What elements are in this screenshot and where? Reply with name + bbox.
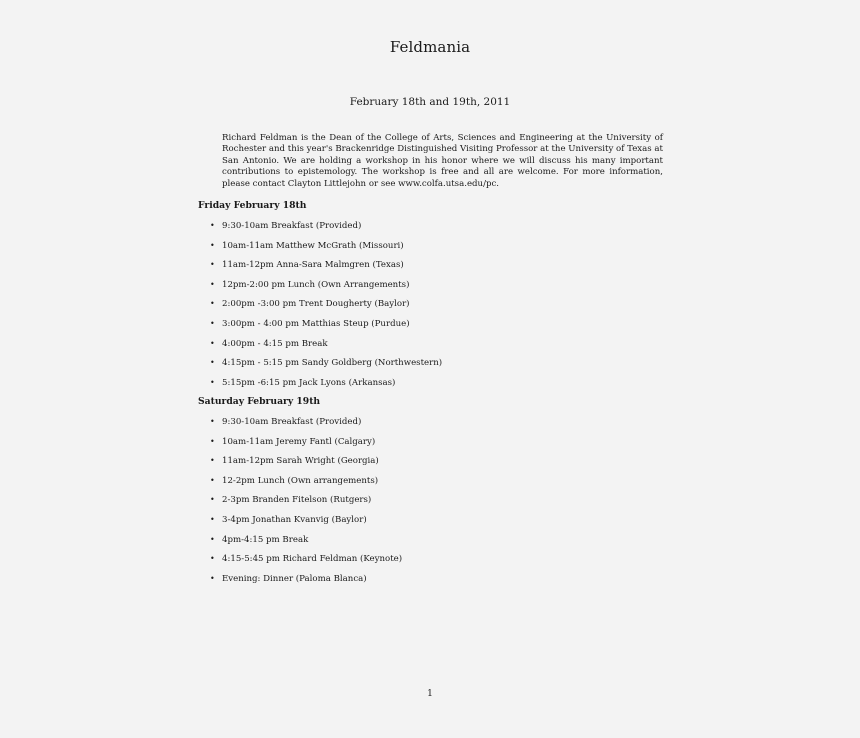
schedule-item-text: 2-3pm Branden Fitelson (Rutgers) bbox=[222, 495, 372, 506]
schedule-item bbox=[210, 378, 442, 398]
schedule-item-text: 11am-12pm Sarah Wright (Georgia) bbox=[222, 456, 379, 467]
schedule-item bbox=[210, 554, 402, 574]
schedule-item-text: 10am-11am Matthew McGrath (Missouri) bbox=[222, 240, 404, 251]
schedule-item-text: 4:15pm - 5:15 pm Sandy Goldberg (Northwestern) bbox=[222, 358, 443, 369]
schedule-item bbox=[210, 437, 402, 457]
schedule-item bbox=[210, 319, 442, 339]
schedule-item-text: 2:00pm -3:00 pm Trent Dougherty (Baylor) bbox=[222, 299, 410, 310]
schedule-item-text: 3:00pm - 4:00 pm Matthias Steup (Purdue) bbox=[222, 318, 410, 329]
schedule-item bbox=[210, 339, 442, 359]
bullet-icon: • bbox=[210, 377, 215, 387]
schedule-item-text: 12-2pm Lunch (Own arrangements) bbox=[222, 475, 379, 486]
saturday-heading: Saturday February 19th bbox=[198, 396, 321, 407]
schedule-item-text: 3-4pm Jonathan Kvanvig (Baylor) bbox=[222, 514, 367, 525]
schedule-item bbox=[210, 417, 402, 437]
schedule-item-text: 9:30-10am Breakfast (Provided) bbox=[222, 417, 362, 427]
schedule-item bbox=[210, 456, 402, 476]
bullet-icon: • bbox=[210, 475, 215, 485]
bullet-icon: • bbox=[210, 338, 215, 348]
schedule-item bbox=[210, 358, 442, 378]
bullet-icon: • bbox=[210, 318, 215, 328]
bullet-icon: • bbox=[210, 240, 215, 250]
schedule-item bbox=[210, 260, 442, 280]
bullet-icon: • bbox=[210, 260, 215, 270]
schedule-item bbox=[210, 495, 402, 515]
page-number: 1 bbox=[427, 689, 433, 699]
schedule-item bbox=[210, 476, 402, 496]
schedule-item-text: 10am-11am Jeremy Fantl (Calgary) bbox=[222, 436, 376, 447]
bullet-icon: • bbox=[210, 299, 215, 309]
bullet-icon: • bbox=[210, 221, 215, 230]
intro-paragraph: Richard Feldman is the Dean of the College of Arts, Sciences and Engineering at the University of Rochester and this year's Brackenridge Distinguished Visiting Professor at the University of Texas at San Antonio. We are holding a workshop in his honor where we will discuss his many important contributions to epistemology. The workshop is free and all are welcome. For more information, please contact Clayton Littlejohn or see www.colfa.utsa.edu/pc. bbox=[222, 133, 663, 189]
schedule-item-text: 5:15pm -6:15 pm Jack Lyons (Arkansas) bbox=[222, 377, 396, 388]
bullet-icon: • bbox=[210, 436, 215, 446]
schedule-item bbox=[210, 535, 402, 555]
bullet-icon: • bbox=[210, 495, 215, 505]
bullet-icon: • bbox=[210, 358, 215, 368]
document-title: Feldmania bbox=[389, 38, 471, 56]
bullet-icon: • bbox=[210, 573, 215, 583]
saturday-schedule bbox=[210, 417, 402, 593]
event-date: February 18th and 19th, 2011 bbox=[349, 96, 511, 108]
schedule-item bbox=[210, 241, 442, 261]
schedule-item-text: 4:00pm - 4:15 pm Break bbox=[222, 338, 328, 349]
schedule-item-text: 4pm-4:15 pm Break bbox=[222, 534, 309, 545]
bullet-icon: • bbox=[210, 534, 215, 544]
bullet-icon: • bbox=[210, 456, 215, 466]
bullet-icon: • bbox=[210, 514, 215, 524]
schedule-item bbox=[210, 574, 402, 594]
bullet-icon: • bbox=[210, 554, 215, 564]
friday-heading: Friday February 18th bbox=[198, 200, 307, 211]
schedule-item bbox=[210, 515, 402, 535]
schedule-item bbox=[210, 299, 442, 319]
schedule-item bbox=[210, 221, 442, 241]
schedule-item-text: 12pm-2:00 pm Lunch (Own Arrangements) bbox=[222, 279, 410, 290]
schedule-item-text: 4:15-5:45 pm Richard Feldman (Keynote) bbox=[222, 554, 403, 565]
bullet-icon: • bbox=[210, 279, 215, 289]
schedule-item-text: 11am-12pm Anna-Sara Malmgren (Texas) bbox=[222, 260, 404, 271]
schedule-item-text: 9:30-10am Breakfast (Provided) bbox=[222, 221, 362, 231]
schedule-item bbox=[210, 280, 442, 300]
bullet-icon: • bbox=[210, 417, 215, 426]
schedule-item-text: Evening: Dinner (Paloma Blanca) bbox=[222, 573, 367, 584]
friday-schedule bbox=[210, 221, 442, 397]
